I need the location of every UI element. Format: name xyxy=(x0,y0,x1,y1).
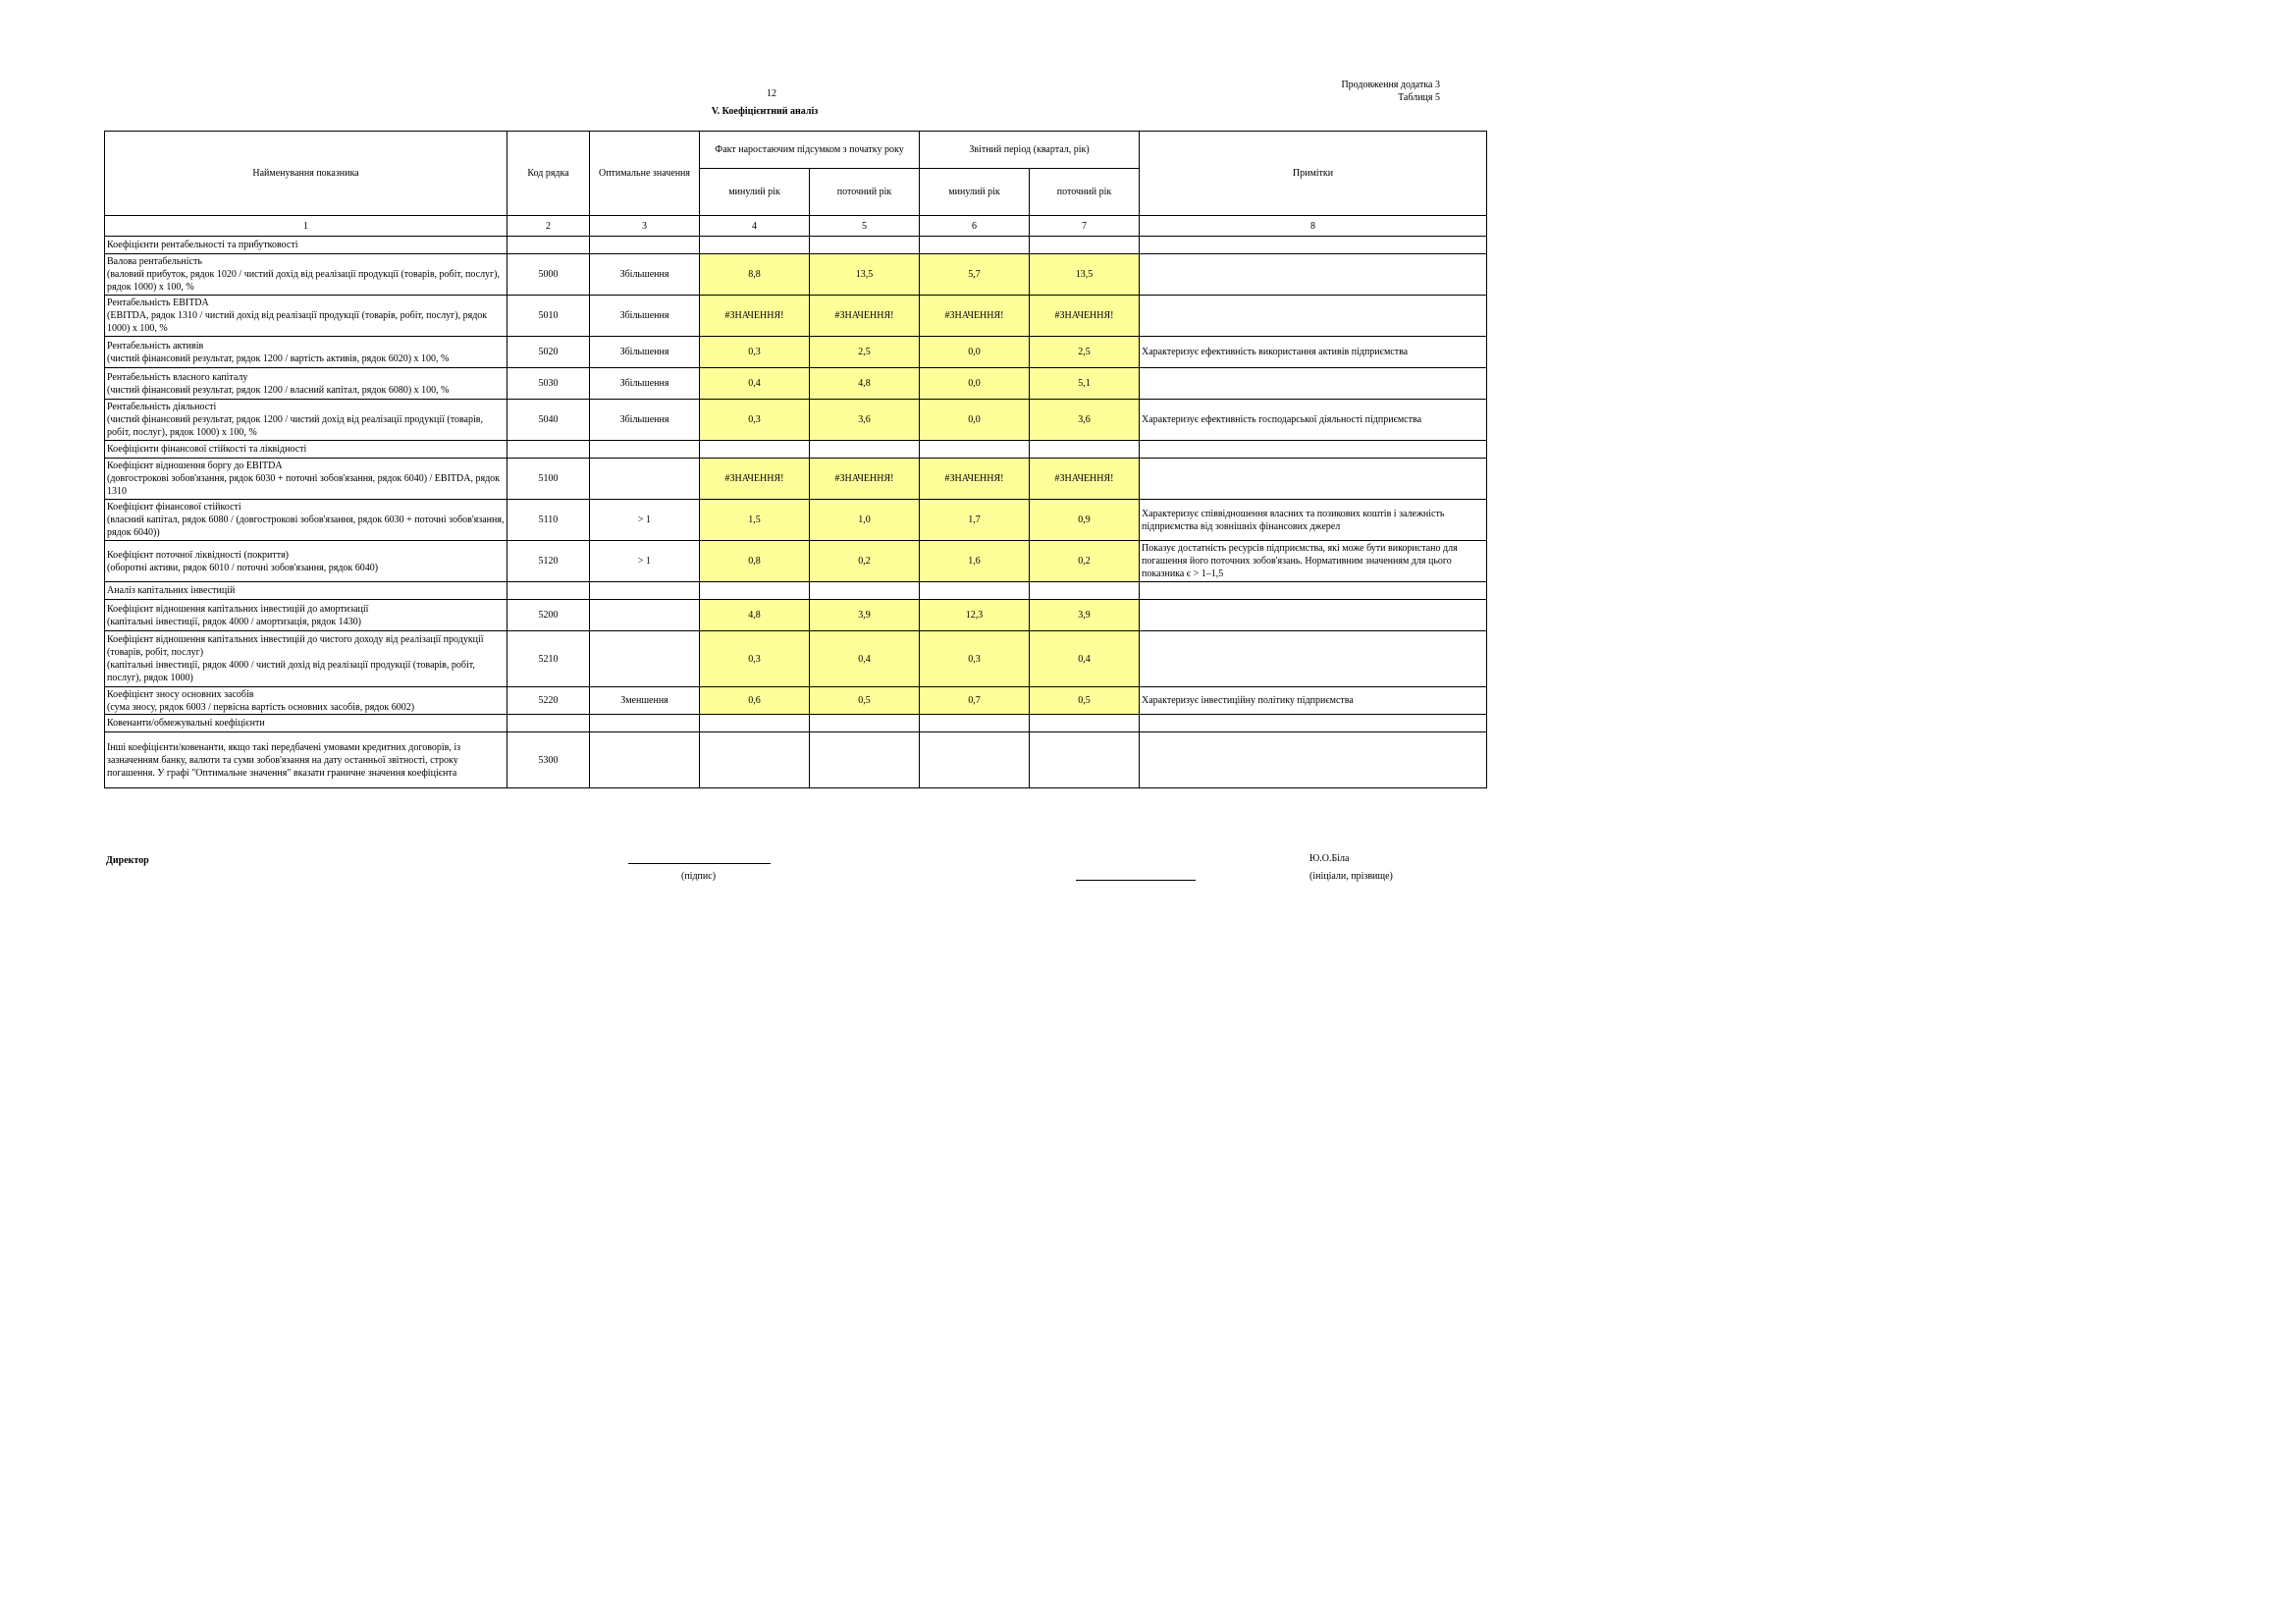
empty-cell xyxy=(810,582,920,600)
cumulative-prev-year-cell: 8,8 xyxy=(700,254,810,296)
optimal-value-cell xyxy=(590,631,700,687)
note-cell: Характеризує ефективність господарської діяльності підприємства xyxy=(1140,400,1487,441)
section-row-profitability xyxy=(105,237,1487,254)
indicator-name-cell: Коефіцієнт зносу основних засобів (сума зносу, рядок 6003 / первісна вартість основних засобів, рядок 6002) xyxy=(105,687,507,715)
name-caption: (ініціали, прізвище) xyxy=(1309,871,1393,882)
optimal-value-cell: > 1 xyxy=(590,500,700,541)
indicator-name-cell: Коефіцієнт поточної ліквідності (покриття) (оборотні активи, рядок 6010 / поточні зобов'язання, рядок 6040) xyxy=(105,541,507,582)
table-continuation-label xyxy=(1341,79,1440,104)
row-code-cell: 5120 xyxy=(507,541,590,582)
period-curr-year-cell: #ЗНАЧЕННЯ! xyxy=(1030,296,1140,337)
note-cell: Характеризує інвестиційну політику підприємства xyxy=(1140,687,1487,715)
period-curr-year-cell: 0,9 xyxy=(1030,500,1140,541)
period-prev-year-cell: 0,0 xyxy=(920,400,1030,441)
optimal-value-cell: Збільшення xyxy=(590,368,700,400)
period-prev-year-cell: 0,0 xyxy=(920,337,1030,368)
note-cell: Характеризує ефективність використання активів підприємства xyxy=(1140,337,1487,368)
column-number: 6 xyxy=(920,216,1030,237)
cumulative-curr-year-cell: 0,5 xyxy=(810,687,920,715)
note-cell xyxy=(1140,459,1487,500)
period-prev-year-cell: 0,7 xyxy=(920,687,1030,715)
period-prev-year-cell: 0,0 xyxy=(920,368,1030,400)
table-row xyxy=(105,368,1487,400)
period-curr-year-cell: #ЗНАЧЕННЯ! xyxy=(1030,459,1140,500)
empty-cell xyxy=(1030,715,1140,732)
period-prev-year-cell: 5,7 xyxy=(920,254,1030,296)
empty-cell xyxy=(590,237,700,254)
table-row xyxy=(105,296,1487,337)
empty-cell xyxy=(1140,237,1487,254)
cumulative-curr-year-cell: 13,5 xyxy=(810,254,920,296)
indicator-name-cell: Інші коефіцієнти/ковенанти, якщо такі передбачені умовами кредитних договорів, із зазначенням банку, валюти та суми зобов'язання на дату останньої звітності, строку погашення. У графі "Оптимальне значення" вказати граничне значення коефіцієнта xyxy=(105,732,507,788)
empty-cell xyxy=(1030,237,1140,254)
cumulative-prev-year-cell: #ЗНАЧЕННЯ! xyxy=(700,459,810,500)
row-code-cell: 5300 xyxy=(507,732,590,788)
empty-cell xyxy=(700,715,810,732)
cumulative-prev-year-cell: 1,5 xyxy=(700,500,810,541)
empty-cell xyxy=(700,582,810,600)
note-cell: Показує достатність ресурсів підприємства, які може бути використано для погашення його поточних зобов'язань. Нормативним значенням для цього показника є > 1–1,5 xyxy=(1140,541,1487,582)
empty-cell xyxy=(810,441,920,459)
empty-cell xyxy=(1140,441,1487,459)
period-prev-year-cell: 1,6 xyxy=(920,541,1030,582)
signature-caption: (підпис) xyxy=(681,871,717,882)
cumulative-prev-year-cell: 0,3 xyxy=(700,337,810,368)
section-row-capital-investments xyxy=(105,582,1487,600)
optimal-value-cell xyxy=(590,732,700,788)
optimal-value-cell xyxy=(590,459,700,500)
period-prev-year-cell: #ЗНАЧЕННЯ! xyxy=(920,459,1030,500)
period-curr-year-cell: 0,2 xyxy=(1030,541,1140,582)
table-row xyxy=(105,687,1487,715)
optimal-value-cell: Збільшення xyxy=(590,254,700,296)
indicator-name-cell: Коефіцієнт відношення капітальних інвестицій до чистого доходу від реалізації продукції (товарів, робіт, послуг) (капітальні інвестиції, рядок 4000 / чистий дохід від реалізації продукції (товарів, робіт, послуг), рядок 1000) xyxy=(105,631,507,687)
column-number: 2 xyxy=(507,216,590,237)
period-curr-year-cell: 5,1 xyxy=(1030,368,1140,400)
cumulative-prev-year-cell: #ЗНАЧЕННЯ! xyxy=(700,296,810,337)
section-title: Аналіз капітальних інвестицій xyxy=(105,582,507,600)
empty-cell xyxy=(920,237,1030,254)
empty-cell xyxy=(810,715,920,732)
signature-line xyxy=(628,863,771,864)
indicator-name-cell: Рентабельність EBITDA (EBITDA, рядок 1310 / чистий дохід від реалізації продукції (товарів, робіт, послуг), рядок 1000) х 100, % xyxy=(105,296,507,337)
table-row xyxy=(105,541,1487,582)
row-code-cell: 5000 xyxy=(507,254,590,296)
column-number: 7 xyxy=(1030,216,1140,237)
ratio-analysis-table xyxy=(104,131,1487,788)
table-row xyxy=(105,400,1487,441)
note-cell xyxy=(1140,631,1487,687)
period-prev-year-cell: 0,3 xyxy=(920,631,1030,687)
cumulative-curr-year-cell xyxy=(810,732,920,788)
header-notes: Примітки xyxy=(1140,132,1487,216)
empty-cell xyxy=(1140,582,1487,600)
cumulative-curr-year-cell: 3,9 xyxy=(810,600,920,631)
optimal-value-cell: Зменшення xyxy=(590,687,700,715)
note-cell xyxy=(1140,732,1487,788)
header-period-curr-year: поточний рік xyxy=(1030,169,1140,216)
empty-cell xyxy=(1140,715,1487,732)
cumulative-curr-year-cell: #ЗНАЧЕННЯ! xyxy=(810,296,920,337)
table-row xyxy=(105,732,1487,788)
cumulative-curr-year-cell: 0,2 xyxy=(810,541,920,582)
row-code-cell: 5010 xyxy=(507,296,590,337)
column-number: 1 xyxy=(105,216,507,237)
table-row xyxy=(105,459,1487,500)
empty-cell xyxy=(700,237,810,254)
row-code-cell: 5210 xyxy=(507,631,590,687)
empty-cell xyxy=(810,237,920,254)
empty-cell xyxy=(1030,441,1140,459)
note-cell xyxy=(1140,368,1487,400)
empty-cell xyxy=(507,715,590,732)
period-curr-year-cell: 0,5 xyxy=(1030,687,1140,715)
indicator-name-cell: Коефіцієнт відношення боргу до EBITDA (довгострокові зобов'язання, рядок 6030 + поточні зобов'язання, рядок 6040) / EBITDA, рядок 1310 xyxy=(105,459,507,500)
page-number: 12 xyxy=(767,88,776,99)
cumulative-prev-year-cell: 0,6 xyxy=(700,687,810,715)
empty-cell xyxy=(507,441,590,459)
cumulative-prev-year-cell: 0,4 xyxy=(700,368,810,400)
cumulative-prev-year-cell: 4,8 xyxy=(700,600,810,631)
optimal-value-cell: Збільшення xyxy=(590,296,700,337)
header-cumulative-prev-year: минулий рік xyxy=(700,169,810,216)
header-indicator-name: Найменування показника xyxy=(105,132,507,216)
row-code-cell: 5100 xyxy=(507,459,590,500)
cumulative-curr-year-cell: 3,6 xyxy=(810,400,920,441)
row-code-cell: 5030 xyxy=(507,368,590,400)
empty-cell xyxy=(507,582,590,600)
table-row xyxy=(105,631,1487,687)
period-prev-year-cell xyxy=(920,732,1030,788)
period-prev-year-cell: #ЗНАЧЕННЯ! xyxy=(920,296,1030,337)
column-number: 5 xyxy=(810,216,920,237)
column-number: 4 xyxy=(700,216,810,237)
row-code-cell: 5220 xyxy=(507,687,590,715)
period-curr-year-cell: 3,9 xyxy=(1030,600,1140,631)
column-number-row xyxy=(105,216,1487,237)
indicator-name-cell: Коефіцієнт відношення капітальних інвестицій до амортизації (капітальні інвестиції, рядок 4000 / амортизація, рядок 1430) xyxy=(105,600,507,631)
empty-cell xyxy=(590,582,700,600)
section-row-stability-liquidity xyxy=(105,441,1487,459)
period-curr-year-cell: 3,6 xyxy=(1030,400,1140,441)
name-line xyxy=(1076,880,1196,881)
table-number: Таблиця 5 xyxy=(1398,92,1440,103)
signatory-name: Ю.О.Біла xyxy=(1309,853,1350,864)
empty-cell xyxy=(507,237,590,254)
optimal-value-cell: Збільшення xyxy=(590,337,700,368)
cumulative-prev-year-cell xyxy=(700,732,810,788)
note-cell xyxy=(1140,296,1487,337)
optimal-value-cell: Збільшення xyxy=(590,400,700,441)
period-curr-year-cell: 13,5 xyxy=(1030,254,1140,296)
period-curr-year-cell: 0,4 xyxy=(1030,631,1140,687)
table-body xyxy=(105,237,1487,788)
column-number: 3 xyxy=(590,216,700,237)
indicator-name-cell: Коефіцієнт фінансової стійкості (власний капітал, рядок 6080 / (довгострокові зобов'язання, рядок 6030 + поточні зобов'язання, рядок 6040)) xyxy=(105,500,507,541)
indicator-name-cell: Рентабельність власного капіталу (чистий фінансовий результат, рядок 1200 / власний капітал, рядок 6080) х 100, % xyxy=(105,368,507,400)
period-curr-year-cell: 2,5 xyxy=(1030,337,1140,368)
optimal-value-cell: > 1 xyxy=(590,541,700,582)
row-code-cell: 5040 xyxy=(507,400,590,441)
row-code-cell: 5020 xyxy=(507,337,590,368)
cumulative-prev-year-cell: 0,3 xyxy=(700,400,810,441)
header-cumulative-fact: Факт наростаючим підсумком з початку року xyxy=(700,132,920,169)
empty-cell xyxy=(920,441,1030,459)
cumulative-curr-year-cell: 0,4 xyxy=(810,631,920,687)
optimal-value-cell xyxy=(590,600,700,631)
header-optimal-value: Оптимальне значення xyxy=(590,132,700,216)
cumulative-prev-year-cell: 0,8 xyxy=(700,541,810,582)
table-row xyxy=(105,254,1487,296)
indicator-name-cell: Валова рентабельність (валовий прибуток, рядок 1020 / чистий дохід від реалізації продукції (товарів, робіт, послуг), рядок 1000) х 100, % xyxy=(105,254,507,296)
empty-cell xyxy=(590,441,700,459)
empty-cell xyxy=(920,715,1030,732)
table-row xyxy=(105,600,1487,631)
row-code-cell: 5110 xyxy=(507,500,590,541)
section-title: V. Коефіцієнтний аналіз xyxy=(711,106,819,117)
cumulative-curr-year-cell: 4,8 xyxy=(810,368,920,400)
table-header xyxy=(105,132,1487,237)
column-number: 8 xyxy=(1140,216,1487,237)
section-title: Ковенанти/обмежувальні коефіцієнти xyxy=(105,715,507,732)
empty-cell xyxy=(590,715,700,732)
header-reporting-period: Звітний період (квартал, рік) xyxy=(920,132,1140,169)
empty-cell xyxy=(1030,582,1140,600)
cumulative-prev-year-cell: 0,3 xyxy=(700,631,810,687)
section-row-covenants xyxy=(105,715,1487,732)
period-prev-year-cell: 1,7 xyxy=(920,500,1030,541)
period-prev-year-cell: 12,3 xyxy=(920,600,1030,631)
empty-cell xyxy=(920,582,1030,600)
continuation-text: Продовження додатка 3 xyxy=(1341,80,1440,90)
header-period-prev-year: минулий рік xyxy=(920,169,1030,216)
empty-cell xyxy=(700,441,810,459)
indicator-name-cell: Рентабельність активів (чистий фінансовий результат, рядок 1200 / вартість активів, рядок 6020) х 100, % xyxy=(105,337,507,368)
cumulative-curr-year-cell: 1,0 xyxy=(810,500,920,541)
table-row xyxy=(105,337,1487,368)
header-row-code: Код рядка xyxy=(507,132,590,216)
cumulative-curr-year-cell: #ЗНАЧЕННЯ! xyxy=(810,459,920,500)
cumulative-curr-year-cell: 2,5 xyxy=(810,337,920,368)
row-code-cell: 5200 xyxy=(507,600,590,631)
note-cell xyxy=(1140,600,1487,631)
header-cumulative-curr-year: поточний рік xyxy=(810,169,920,216)
table-row xyxy=(105,500,1487,541)
section-title: Коефіцієнти фінансової стійкості та ліквідності xyxy=(105,441,507,459)
signatory-role: Директор xyxy=(106,855,149,866)
section-title: Коефіцієнти рентабельності та прибутковості xyxy=(105,237,507,254)
note-cell xyxy=(1140,254,1487,296)
note-cell: Характеризує співвідношення власних та позикових коштів і залежність підприємства від зовнішніх фінансових джерел xyxy=(1140,500,1487,541)
period-curr-year-cell xyxy=(1030,732,1140,788)
indicator-name-cell: Рентабельність діяльності (чистий фінансовий результат, рядок 1200 / чистий дохід від реалізації продукції (товарів, робіт, послуг), рядок 1000) х 100, % xyxy=(105,400,507,441)
